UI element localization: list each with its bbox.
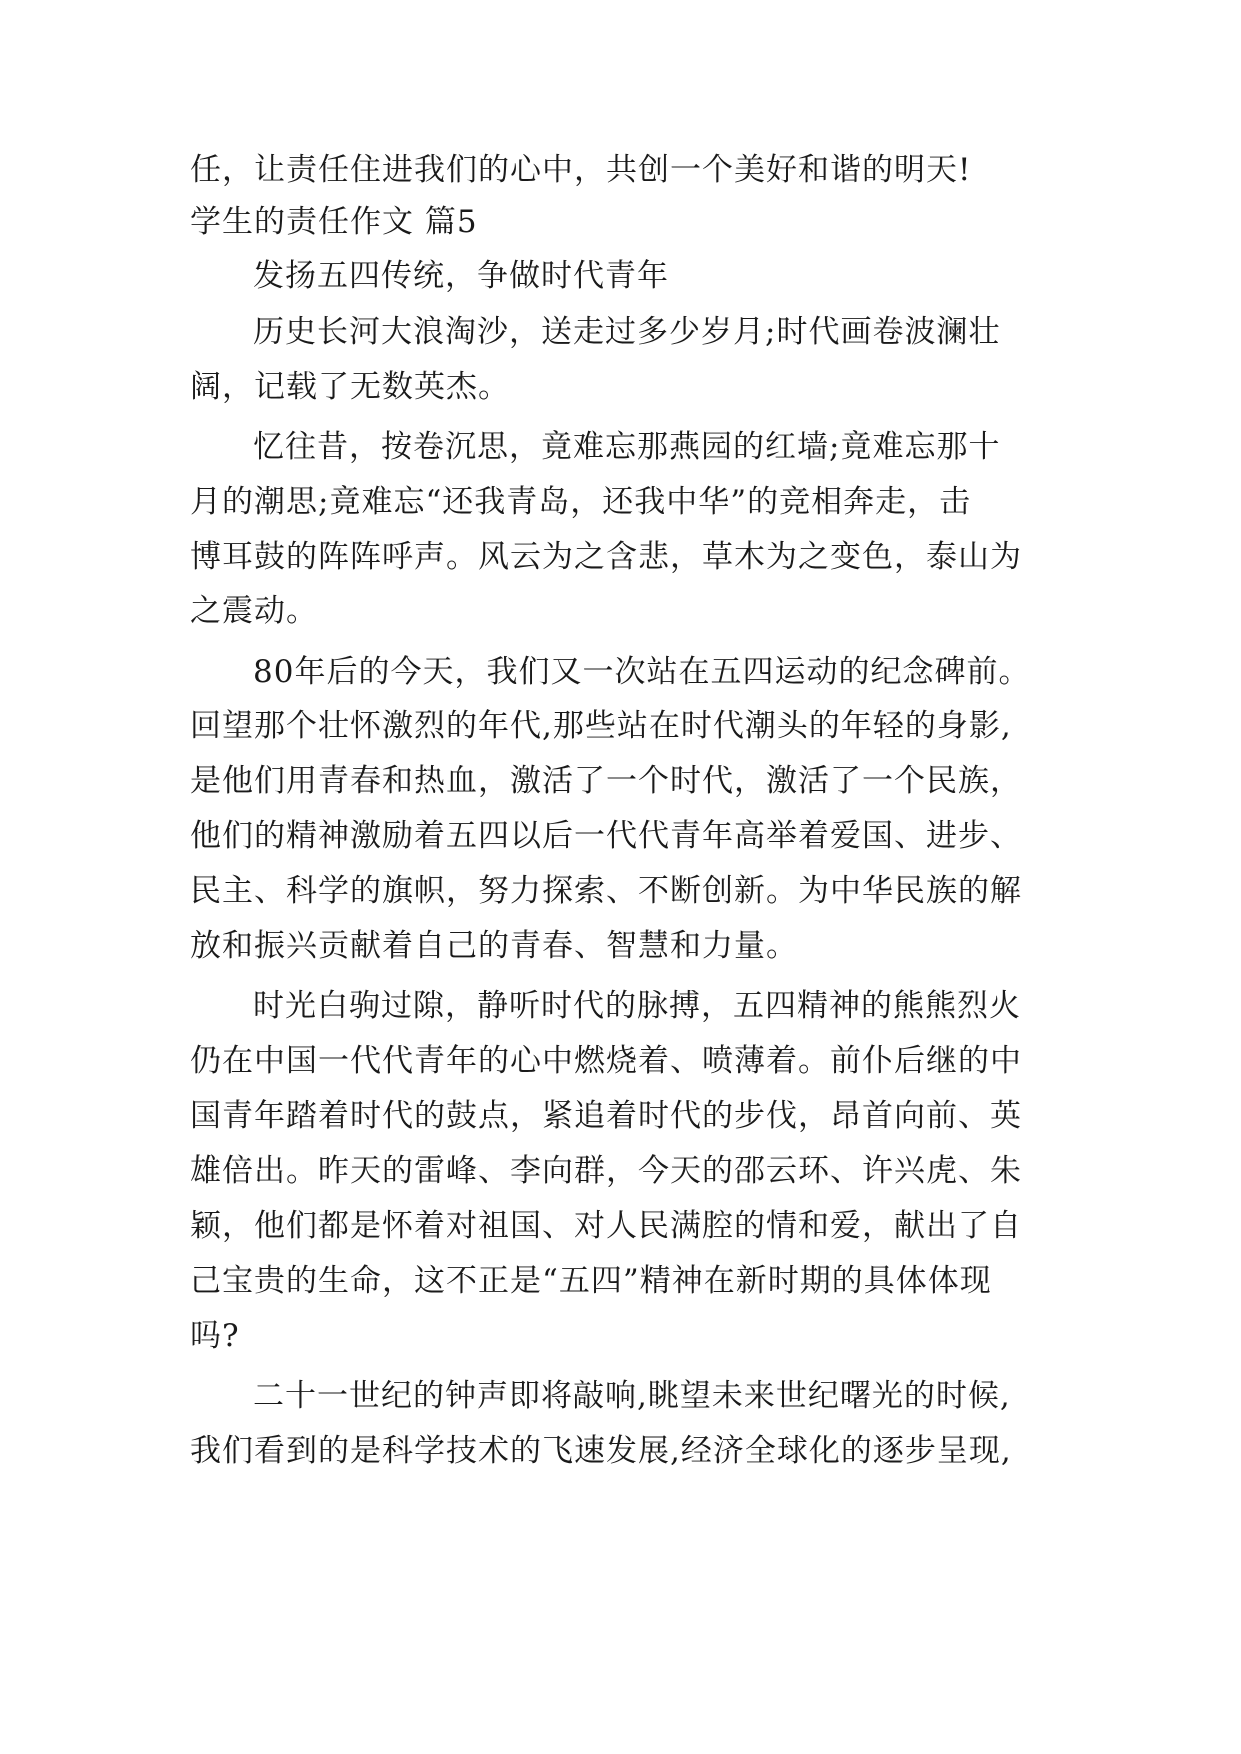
text-line: 月的潮思;竟难忘“还我青岛，还我中华”的竞相奔走，击	[190, 484, 972, 520]
text-line: 历史长河大浪淘沙，送走过多少岁月;时代画卷波澜壮	[253, 314, 1001, 350]
text-line: 国青年踏着时代的鼓点，紧追着时代的步伐，昂首向前、英	[190, 1098, 1022, 1134]
text-line: 颖，他们都是怀着对祖国、对人民满腔的情和爱，献出了自	[190, 1208, 1022, 1244]
text-line: 忆往昔，按卷沉思，竟难忘那燕园的红墙;竟难忘那十	[253, 429, 1001, 465]
section-heading: 学生的责任作文 篇5	[190, 204, 478, 240]
text-line: 民主、科学的旗帜，努力探索、不断创新。为中华民族的解	[190, 873, 1022, 909]
text-line: 仍在中国一代代青年的心中燃烧着、喷薄着。前仆后继的中	[190, 1043, 1022, 1079]
text-line: 吗?	[190, 1318, 240, 1354]
text-line: 我们看到的是科学技术的飞速发展,经济全球化的逐步呈现,	[190, 1433, 1012, 1469]
text-line: 二十一世纪的钟声即将敲响,眺望未来世纪曙光的时候,	[253, 1378, 1011, 1414]
essay-title: 发扬五四传统，争做时代青年	[253, 258, 669, 294]
text-line: 时光白驹过隙，静听时代的脉搏，五四精神的熊熊烈火	[253, 988, 1021, 1024]
text-line: 80年后的今天，我们又一次站在五四运动的纪念碑前。	[253, 654, 1031, 690]
text-line: 他们的精神激励着五四以后一代代青年高举着爱国、进步、	[190, 818, 1022, 854]
text-line: 任，让责任住进我们的心中，共创一个美好和谐的明天!	[190, 152, 972, 188]
text-line: 是他们用青春和热血，激活了一个时代，激活了一个民族，	[190, 763, 1022, 799]
text-line: 博耳鼓的阵阵呼声。风云为之含悲，草木为之变色，泰山为	[190, 539, 1022, 575]
text-line: 阔，记载了无数英杰。	[190, 369, 510, 405]
text-line: 放和振兴贡献着自己的青春、智慧和力量。	[190, 928, 798, 964]
text-line: 雄倍出。昨天的雷峰、李向群，今天的邵云环、许兴虎、朱	[190, 1153, 1022, 1189]
text-line: 己宝贵的生命，这不正是“五四”精神在新时期的具体体现	[190, 1263, 992, 1299]
text-line: 之震动。	[190, 593, 318, 629]
text-line: 回望那个壮怀激烈的年代,那些站在时代潮头的年轻的身影,	[190, 708, 1012, 744]
